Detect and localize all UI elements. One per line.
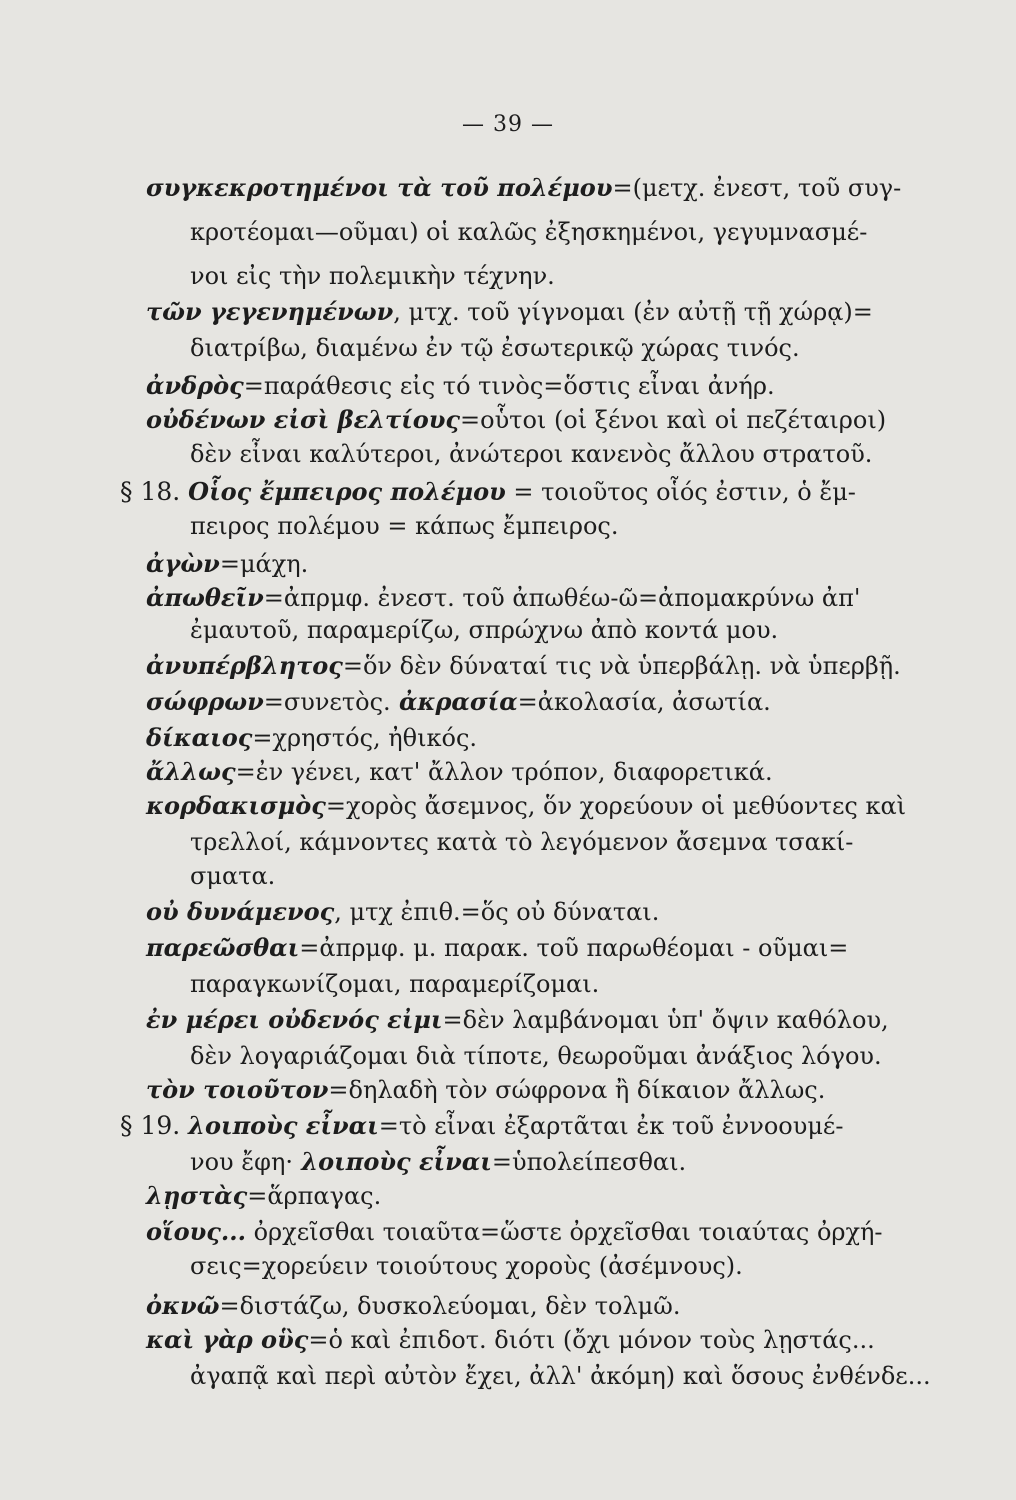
entry-line	[146, 296, 873, 328]
definition-text: =χορὸς ἄσεμνος, ὅν χορεύουν οἱ μεθύοντες καὶ	[325, 792, 907, 820]
headword: οὐδένων εἰσὶ βελτίους	[146, 405, 461, 434]
definition-text: =δὲν λαμβάνομαι ὑπ' ὄψιν καθόλου,	[442, 1006, 889, 1034]
entry-line	[146, 650, 901, 682]
continuation-line	[190, 332, 800, 364]
entry-line	[146, 1216, 883, 1248]
entry-line	[146, 932, 848, 964]
definition-text: =διστάζω, δυσκολεύομαι, δὲν τολμῶ.	[219, 1292, 681, 1320]
continuation-line	[190, 614, 778, 646]
definition-text: =(μετχ. ἐνεστ, τοῦ συγ-	[612, 174, 902, 202]
definition-text: =δηλαδὴ τὸν σώφρονα ἢ δίκαιον ἄλλως.	[328, 1076, 826, 1104]
headword: ἀκρασία	[390, 687, 518, 716]
headword: ἀπωθεῖν	[146, 583, 264, 612]
definition-text: τρελλοί, κάμνοντες κατὰ τὸ λεγόμενον ἄσεμνα τσακί-	[190, 828, 854, 856]
headword: λοιποὺς εἶναι	[188, 1111, 379, 1140]
definition-text: =ἀπρμφ. ἐνεστ. τοῦ ἀπωθέω-ῶ=ἀπομακρύνω ἀπ'	[263, 584, 861, 612]
definition-text: =ἅρπαγας.	[247, 1182, 382, 1210]
headword: συγκεκροτημένοι τὰ τοῦ πολέμου	[146, 173, 613, 202]
continuation-line	[190, 968, 599, 1000]
definition-text: ἀγαπᾷ καὶ περὶ αὐτὸν ἔχει, ἀλλ' ἀκόμη) καὶ ὅσους ἐνθένδε...	[190, 1362, 931, 1390]
continuation-line	[190, 438, 872, 470]
definition-text: σματα.	[190, 862, 276, 890]
entry-line	[146, 582, 860, 614]
headword: λοιποὺς εἶναι	[292, 1147, 492, 1176]
headword: κορδακισμὸς	[146, 791, 326, 820]
headword: παρεῶσθαι	[146, 933, 300, 962]
entry-line	[146, 1324, 875, 1356]
headword: ἀγὼν	[146, 549, 220, 578]
entry-line	[146, 172, 901, 204]
definition-text: νοι εἰς τὴν πολεμικὴν τέχνην.	[190, 262, 555, 290]
headword: λῃστὰς	[146, 1181, 248, 1210]
definition-text: ἐμαυτοῦ, παραμερίζω, σπρώχνω ἀπὸ κοντά μου.	[190, 616, 779, 644]
definition-text: = τοιοῦτος οἷός ἐστιν, ὁ ἔμ-	[505, 478, 856, 506]
continuation-line	[190, 260, 555, 292]
entry-line	[146, 404, 886, 436]
continuation-line	[190, 860, 275, 892]
continuation-line	[190, 1146, 686, 1178]
definition-text: σεις=χορεύειν τοιούτους χοροὺς (ἀσέμνους).	[190, 1252, 743, 1280]
continuation-line	[190, 1040, 882, 1072]
definition-text: =ὁ καὶ ἐπιδοτ. διότι (ὄχι μόνον τοὺς λῃστάς...	[308, 1326, 875, 1354]
headword: ἀνυπέρβλητος	[146, 651, 343, 680]
headword: ἄλλως	[146, 757, 236, 786]
continuation-line	[190, 216, 867, 248]
page-number: — 39 —	[462, 112, 554, 137]
entry-line	[146, 790, 906, 822]
section-number: § 19.	[120, 1111, 189, 1140]
definition-text: =οὗτοι (οἱ ξένοι καὶ οἱ πεζέταιροι)	[460, 406, 887, 434]
headword: οἵους...	[146, 1217, 246, 1246]
headword: ἀνδρὸς	[146, 371, 244, 400]
entry-line	[146, 1074, 825, 1106]
definition-text: διατρίβω, διαμένω ἐν τῷ ἐσωτερικῷ χώρας τινός.	[190, 334, 800, 362]
entry-line	[146, 756, 773, 788]
headword: καὶ γὰρ οὓς	[146, 1325, 309, 1354]
headword: ὀκνῶ	[146, 1291, 220, 1320]
entry-line	[146, 370, 775, 402]
continuation-line	[190, 510, 618, 542]
entry-line	[146, 1180, 381, 1212]
entry-line	[146, 686, 771, 718]
definition-text: =ὅν δὲν δύναταί τις νὰ ὑπερβάλῃ. νὰ ὑπερβῇ.	[342, 652, 901, 680]
entry-line	[146, 1004, 889, 1036]
definition-text: κροτέομαι—οῦμαι) οἱ καλῶς ἐξησκημένοι, γεγυμνασμέ-	[190, 218, 868, 246]
continuation-line	[190, 1250, 743, 1282]
continuation-line	[190, 1360, 931, 1392]
entry-line	[146, 1290, 680, 1322]
headword: τὸν τοιοῦτον	[146, 1075, 329, 1104]
entry-line	[146, 548, 308, 580]
definition-text: δὲν λογαριάζομαι διὰ τίποτε, θεωροῦμαι ἀνάξιος λόγου.	[190, 1042, 882, 1070]
definition-text: =μάχη.	[219, 550, 309, 578]
headword: οὐ δυνάμενος	[146, 897, 335, 926]
definition-text: πειρος πολέμου = κάπως ἔμπειρος.	[190, 512, 619, 540]
continuation-line	[190, 826, 853, 858]
definition-text: =παράθεσις εἰς τό τινὸς=ὅστις εἶναι ἀνήρ.	[243, 372, 775, 400]
definition-text: =χρηστός, ἠθικός.	[252, 724, 478, 752]
definition-text: =ἀκολασία, ἀσωτία.	[517, 688, 771, 716]
headword: Οἷος ἔμπειρος πολέμου	[188, 477, 506, 506]
definition-text: παραγκωνίζομαι, παραμερίζομαι.	[190, 970, 600, 998]
entry-line	[146, 896, 659, 928]
definition-text: δὲν εἶναι καλύτεροι, ἀνώτεροι κανενὸς ἄλλου στρατοῦ.	[190, 440, 873, 468]
headword: σώφρων	[146, 687, 264, 716]
definition-text: =ἀπρμφ. μ. παρακ. τοῦ παρωθέομαι - οῦμαι=	[299, 934, 849, 962]
definition-text: νου ἔφη·	[190, 1148, 293, 1176]
entry-line	[146, 722, 477, 754]
section-line	[120, 476, 856, 508]
definition-text: =ὑπολείπεσθαι.	[491, 1148, 687, 1176]
definition-text: =συνετὸς.	[263, 688, 391, 716]
section-line	[120, 1110, 843, 1142]
definition-text: , μτχ ἐπιθ.=ὅς οὐ δύναται.	[334, 898, 660, 926]
definition-text: ὀρχεῖσθαι τοιαῦτα=ὥστε ὀρχεῖσθαι τοιαύτας ὀρχή-	[245, 1218, 883, 1246]
headword: τῶν γεγενημένων	[146, 297, 394, 326]
headword: δίκαιος	[146, 723, 253, 752]
definition-text: , μτχ. τοῦ γίγνομαι (ἐν αὐτῇ τῇ χώρᾳ)=	[393, 298, 873, 326]
section-number: § 18.	[120, 477, 189, 506]
definition-text: =ἐν γένει, κατ' ἄλλον τρόπον, διαφορετικά.	[235, 758, 773, 786]
definition-text: =τὸ εἶναι ἐξαρτᾶται ἐκ τοῦ ἐννοουμέ-	[378, 1112, 844, 1140]
headword: ἐν μέρει οὐδενός εἰμι	[146, 1005, 443, 1034]
